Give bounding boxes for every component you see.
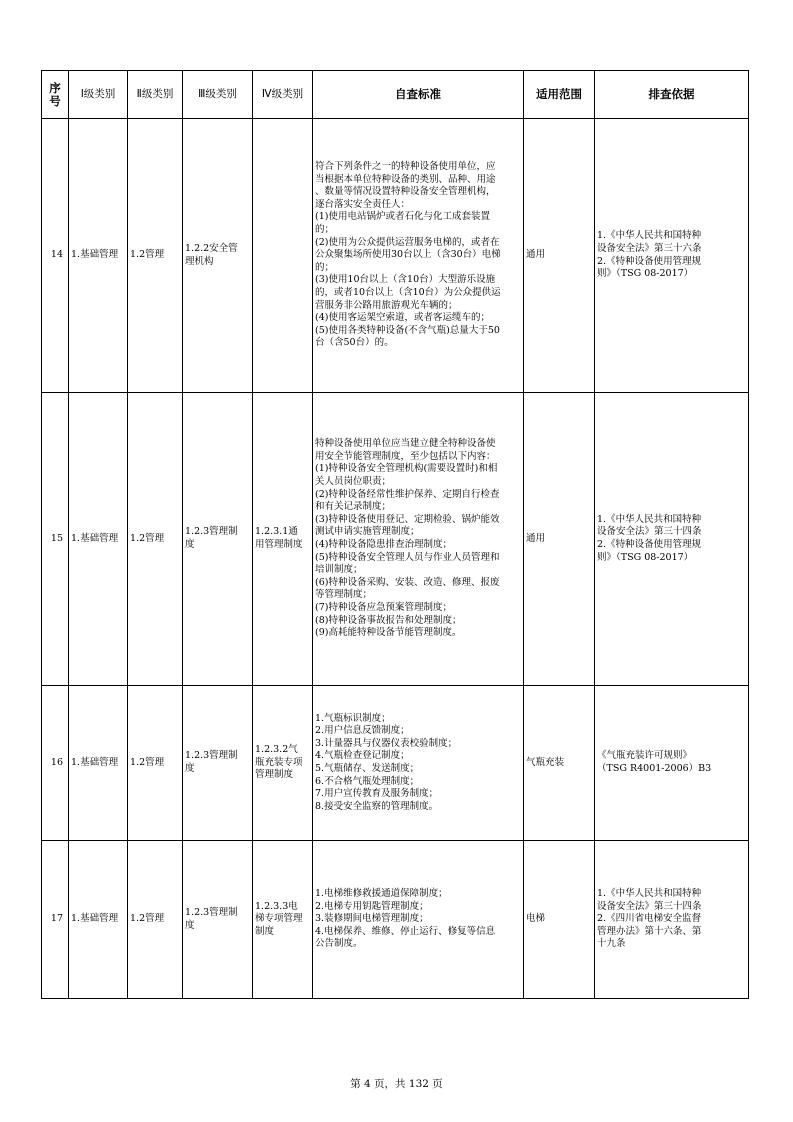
header-no: 序 号 [42,71,69,119]
row-scope: 气瓶充装 [524,686,595,841]
row-no: 16 [42,686,69,841]
row-basis: 《气瓶充装许可规则》 （TSG R4001-2006）B3 [595,686,749,841]
row-level4: 1.2.3.2气 瓶充装专项 管理制度 [253,686,313,841]
row-level4: 1.2.3.3电 梯专项管理 制度 [253,841,313,999]
row-scope: 通用 [524,393,595,686]
row-level2: 1.2管理 [128,119,183,393]
row-level3: 1.2.3管理制 度 [183,841,253,999]
row-level4 [253,119,313,393]
row-no: 15 [42,393,69,686]
row-standard: 特种设备使用单位应当建立健全特种设备使 用安全节能管理制度，至少包括以下内容： (1)特种设备安全管理机构(需要设置时)和相 关人员岗位职责； (2)特种设备经常性维护保养、定期自行检查 和有关记录制度； (3)特种设备使用登记、定期检验、锅炉能效 测试申请实施管理制度； (4)特种设备隐患排查治理制度； (5)特种设备安全管理人员与作业人员管理和 培训制度； (6)特种设备采购、安装、改造、修理、报废 等管理制度； (7)特种设备应急预案管理制度； (8)特种设备事故报告和处理制度； (9)高耗能特种设备节能管理制度。 [313,393,524,686]
table-row [42,686,749,841]
row-level2: 1.2管理 [128,686,183,841]
row-standard: 1.气瓶标识制度； 2.用户信息反馈制度； 3.计量器具与仪器仪表校验制度； 4.气瓶检查登记制度； 5.气瓶储存、发送制度； 6.不合格气瓶处理制度； 7.用户宣传教育及服务制度； 8.接受安全监察的管理制度。 [313,686,524,841]
row-basis: 1.《中华人民共和国特种 设备安全法》第三十四条 2.《特种设备使用管理规 则》（TSG 08-2017） [595,393,749,686]
inspection-table [41,70,749,999]
row-level1: 1.基础管理 [69,841,128,999]
header-level2: Ⅱ级类别 [128,71,183,119]
row-scope: 通用 [524,119,595,393]
header-scope: 适用范围 [524,71,595,119]
row-standard: 1.电梯维修救援通道保障制度； 2.电梯专用钥匙管理制度； 3.装修期间电梯管理制度； 4.电梯保养、维修、停止运行、修复等信息 公告制度。 [313,841,524,999]
row-basis: 1.《中华人民共和国特种 设备安全法》第三十六条 2.《特种设备使用管理规 则》（TSG 08-2017） [595,119,749,393]
page-footer: 第 4 页，共 132 页 [350,1078,443,1090]
row-level3: 1.2.3管理制 度 [183,393,253,686]
row-level2: 1.2管理 [128,841,183,999]
row-level2: 1.2管理 [128,393,183,686]
row-no: 17 [42,841,69,999]
row-level1: 1.基础管理 [69,686,128,841]
header-level4: Ⅳ级类别 [253,71,313,119]
row-basis: 1.《中华人民共和国特种 设备安全法》第三十四条 2.《四川省电梯安全监督 管理办法》第十六条、第 十九条 [595,841,749,999]
header-level3: Ⅲ级类别 [183,71,253,119]
row-level3: 1.2.3管理制 度 [183,686,253,841]
row-level3: 1.2.2安全管 理机构 [183,119,253,393]
row-level1: 1.基础管理 [69,119,128,393]
row-level4: 1.2.3.1通 用管理制度 [253,393,313,686]
row-standard: 符合下列条件之一的特种设备使用单位，应 当根据本单位特种设备的类别、品种、用途 、数量等情况设置特种设备安全管理机构， 逐台落实安全责任人： (1)使用电站锅炉或者石化与化工成套装置 的； (2)使用为公众提供运营服务电梯的，或者在 公众聚集场所使用30台以上（含30台）电梯 的； (3)使用10台以上（含10台）大型游乐设施 的，或者10台以上（含10台）为公众提供运 营服务非公路用旅游观光车辆的； (4)使用客运架空索道，或者客运缆车的； (5)使用各类特种设备(不含气瓶)总量大于50 台（含50台）的。 [313,119,524,393]
header-level1: Ⅰ级类别 [69,71,128,119]
table-row [42,393,749,686]
table-row [42,119,749,393]
table-row [42,841,749,999]
table-header-row [42,71,749,119]
row-level1: 1.基础管理 [69,393,128,686]
row-scope: 电梯 [524,841,595,999]
row-no: 14 [42,119,69,393]
header-basis: 排查依据 [595,71,749,119]
header-standard: 自查标准 [313,71,524,119]
